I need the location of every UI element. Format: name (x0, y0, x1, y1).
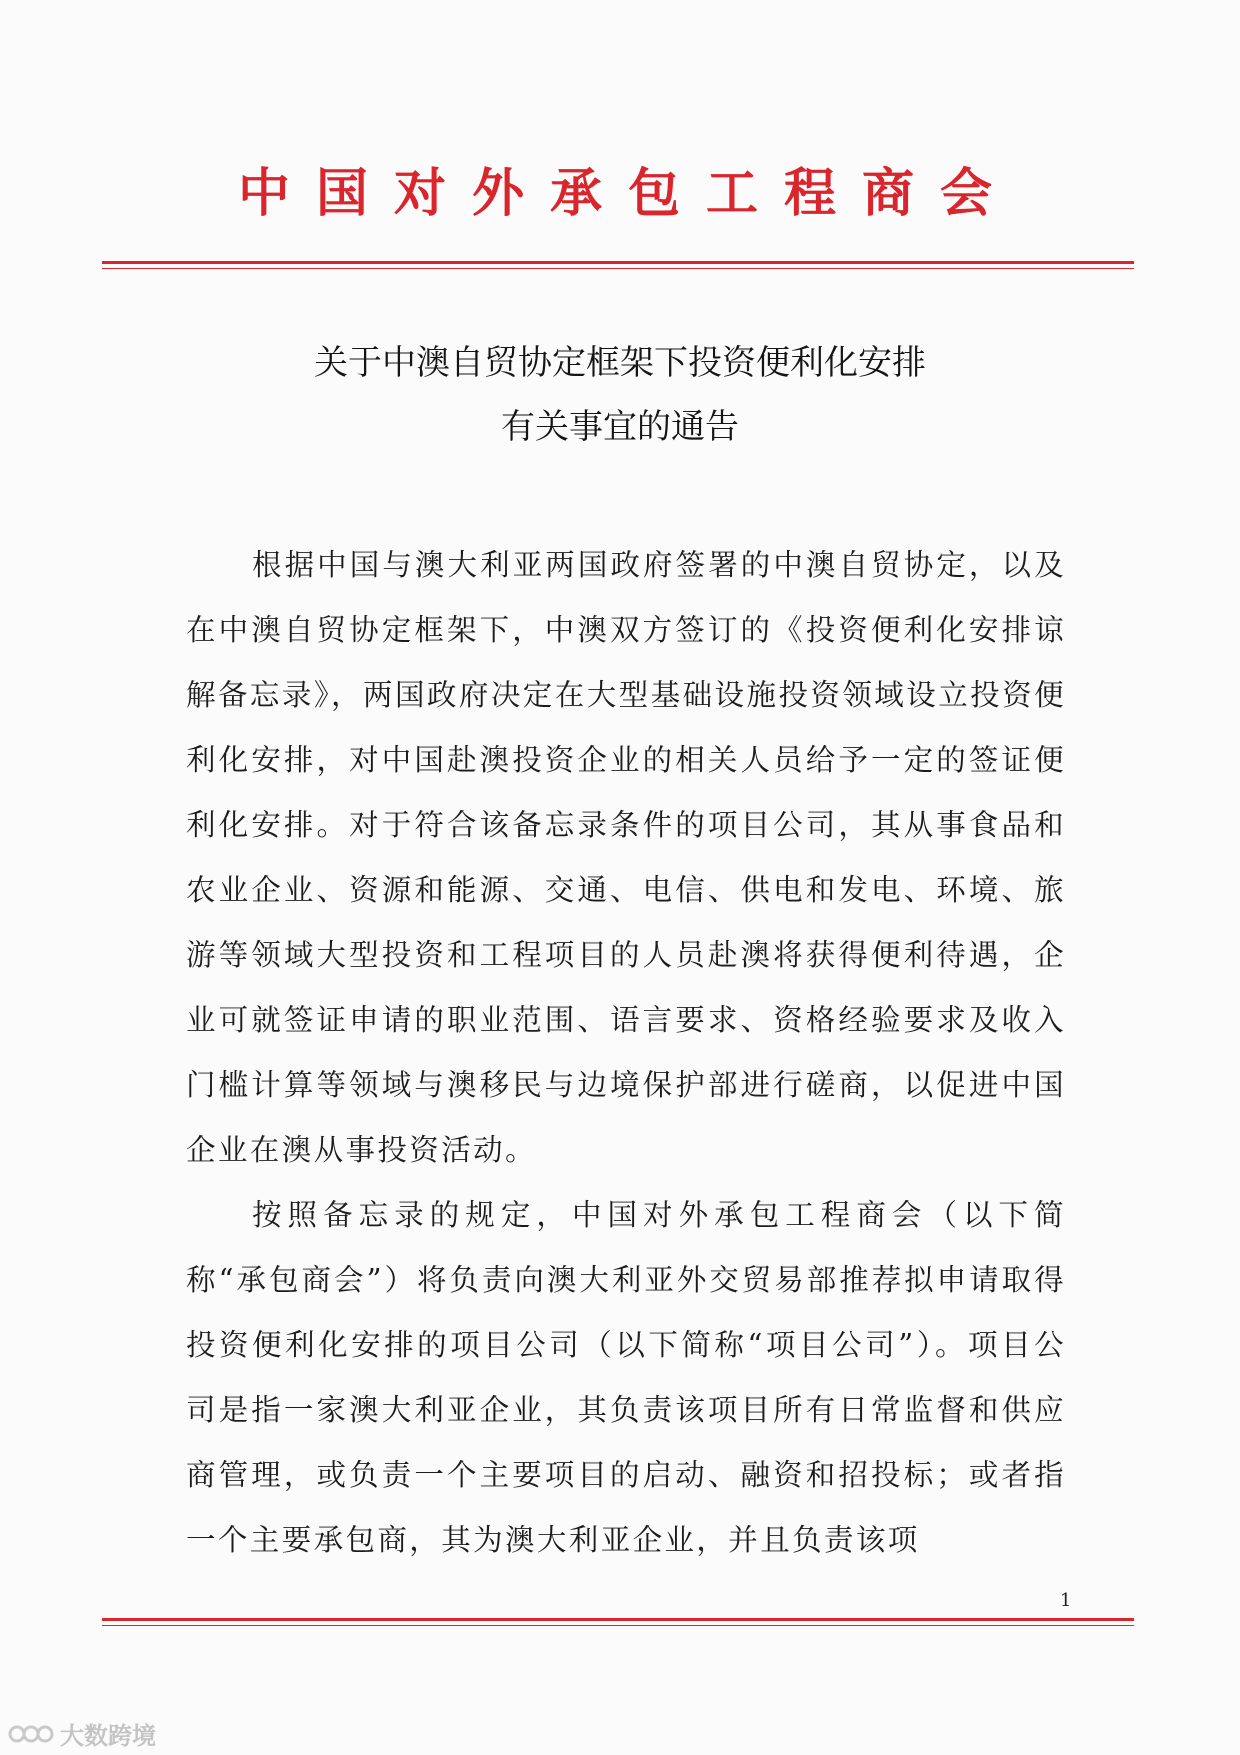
footer-rule-thin (102, 1625, 1134, 1626)
letterhead-organization-name: 中国对外承包工程商会 (237, 163, 1018, 224)
watermark-text: 大数跨境 (60, 1722, 156, 1750)
watermark-logo-icon (8, 1723, 54, 1745)
watermark (8, 1716, 156, 1751)
document-title-line-2: 有关事宜的通告 (501, 407, 739, 447)
document-title-line-1: 关于中澳自贸协定框架下投资便利化安排 (314, 343, 926, 383)
page-number: 1 (1060, 1590, 1072, 1611)
document-body (186, 533, 1066, 1573)
letterhead-rule-thin (102, 268, 1134, 269)
body-paragraph-2: 按照备忘录的规定，中国对外承包工程商会（以下简称“承包商会”）将负责向澳大利亚外交贸易部推荐拟申请取得投资便利化安排的项目公司（以下简称“项目公司”）。项目公司是指一家澳大利亚企业，其负责该项目所有日常监督和供应商管理，或负责一个主要项目的启动、融资和招投标；或者指一个主要承包商，其为澳大利亚企业，并且负责该项 (186, 1198, 1066, 1557)
footer-rule-thick (102, 1618, 1134, 1621)
body-paragraph-1: 根据中国与澳大利亚两国政府签署的中澳自贸协定，以及在中澳自贸协定框架下，中澳双方签订的《投资便利化安排谅解备忘录》，两国政府决定在大型基础设施投资领域设立投资便利化安排，对中国赴澳投资企业的相关人员给予一定的签证便利化安排。对于符合该备忘录条件的项目公司，其从事食品和农业企业、资源和能源、交通、电信、供电和发电、环境、旅游等领域大型投资和工程项目的人员赴澳将获得便利待遇，企业可就签证申请的职业范围、语言要求、资格经验要求及收入门槛计算等领域与澳移民与边境保护部进行磋商，以促进中国企业在澳从事投资活动。 (186, 548, 1066, 1167)
letterhead-rule-thick (102, 261, 1134, 264)
